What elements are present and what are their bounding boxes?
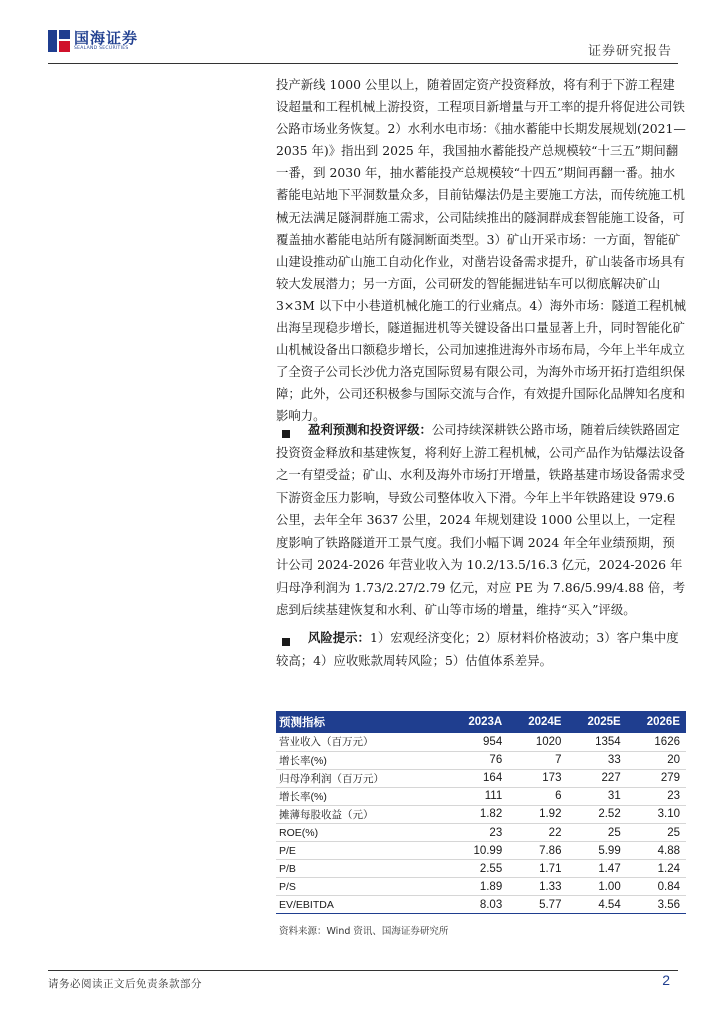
risk-warning-paragraph [276,627,686,672]
row-label-cell: 归母净利润（百万元） [276,769,448,787]
table-row [276,805,686,823]
forecast-table [276,711,686,914]
row-label-cell: 营业收入（百万元） [276,733,448,751]
row-label-cell: P/E [276,842,448,860]
value-cell: 279 [627,769,686,787]
report-type-label: 证券研究报告 [587,44,672,59]
value-cell: 4.88 [627,842,686,860]
value-cell: 227 [567,769,626,787]
row-label-cell: EV/EBITDA [276,896,448,914]
value-cell: 33 [567,751,626,769]
value-cell: 5.77 [508,896,567,914]
value-cell: 1.24 [627,860,686,878]
body-paragraph: 投产新线 1000 公里以上，随着固定资产投资释放，将有利于下游工程建设超量和工程机械上游投资，工程项目新增量与开工率的提升将促进公司铁公路市场业务恢复。2）水利水电市场：《抽水蓄能中长期发展规划(2021—2035 年)》指出到 2025 年，我国抽水蓄能投产总规模较“十三五”期间翻一番，到 2030 年，抽水蓄能投产总规模较“十四五”期间再翻一番。抽水蓄能电站地下平洞数量众多，目前钻爆法仍是主要施工方法，而传统施工机械无法满足隧洞群施工需求，公司陆续推出的隧洞群成套智能施工设备，可覆盖抽水蓄能电站所有隧洞断面类型。3）矿山开采市场：一方面，智能矿山建设推动矿山施工自动化作业，对凿岩设备需求提升，矿山装备市场具有较大发展潜力；另一方面，公司研发的智能掘进钻车可以彻底解决矿山 3×3M 以下中小巷道机械化施工的行业痛点。4）海外市场：隧道工程机械出海呈现稳步增长，隧道掘进机等关键设备出口量显著上升，同时智能化矿山机械设备出口额稳步增长，公司加速推进海外市场布局，今年上半年成立了全资子公司长沙优力洛克国际贸易有限公司，为海外市场开拓打造组织保障；此外，公司还积极参与国际交流与合作，有效提升国际化品牌知名度和影响力。 [276,77,686,424]
value-cell: 1.89 [448,878,508,896]
value-cell: 1354 [567,733,626,751]
value-cell: 2.55 [448,860,508,878]
row-label-cell: 增长率(%) [276,751,448,769]
disclaimer-note: 请务必阅读正文后免责条款部分 [48,978,202,990]
value-cell: 164 [448,769,508,787]
table-row [276,860,686,878]
table-source-note: 资料来源：Wind 资讯、国海证券研究所 [279,926,449,937]
value-cell: 1.00 [567,878,626,896]
table-row [276,878,686,896]
table-header-row [276,711,686,733]
value-cell: 111 [448,787,508,805]
value-cell: 2.52 [567,805,626,823]
value-cell: 1020 [508,733,567,751]
value-cell: 0.84 [627,878,686,896]
value-cell: 25 [567,823,626,841]
header-divider [48,63,678,64]
page-number: 2 [662,972,670,988]
value-cell: 22 [508,823,567,841]
risk-warning-text: 1）宏观经济变化；2）原材料价格波动；3）客户集中度较高；4）应收账款周转风险；5）估值体系差异。 [276,630,679,668]
value-cell: 23 [627,787,686,805]
logo-name-cn: 国海证券 [74,29,139,47]
earnings-forecast-paragraph [276,419,686,622]
value-cell: 173 [508,769,567,787]
value-cell: 954 [448,733,508,751]
table-header-cell: 2023A [448,711,508,733]
table-row [276,751,686,769]
value-cell: 4.54 [567,896,626,914]
row-label-cell: 增长率(%) [276,787,448,805]
value-cell: 8.03 [448,896,508,914]
table-header-cell: 2026E [627,711,686,733]
table-row [276,769,686,787]
risk-warning-title: 风险提示： [308,630,370,645]
value-cell: 1.47 [567,860,626,878]
earnings-forecast-title: 盈利预测和投资评级： [308,422,432,437]
table-header-cell: 预测指标 [276,711,448,733]
row-label-cell: 摊薄每股收益（元） [276,805,448,823]
value-cell: 1.92 [508,805,567,823]
value-cell: 76 [448,751,508,769]
row-label-cell: P/B [276,860,448,878]
value-cell: 3.56 [627,896,686,914]
table-row [276,733,686,751]
value-cell: 3.10 [627,805,686,823]
value-cell: 25 [627,823,686,841]
value-cell: 7.86 [508,842,567,860]
page-header [0,0,724,62]
value-cell: 5.99 [567,842,626,860]
logo-name-en: SEALAND SECURITIES [74,46,129,51]
table-row [276,896,686,914]
logo-mark-icon [48,30,70,52]
value-cell: 1626 [627,733,686,751]
value-cell: 1.71 [508,860,567,878]
value-cell: 1.82 [448,805,508,823]
table-row [276,823,686,841]
value-cell: 20 [627,751,686,769]
value-cell: 1.33 [508,878,567,896]
row-label-cell: P/S [276,878,448,896]
earnings-forecast-text: 公司持续深耕铁公路市场，随着后续铁路固定投资资金释放和基建恢复，将利好上游工程机械，公司产品作为钻爆法设备之一有望受益；矿山、水利及海外市场打开增量，铁路基建市场设备需求受下游资金压力影响，导致公司整体收入下滑。今年上半年铁路建设 979.6 公里，去年全年 3637 公里，2024 年规划建设 1000 公里以上，一定程度影响了铁路隧道开工景气度。我们小幅下调 2024 年全年业绩预期，预计公司 2024-2026 年营业收入为 10.2/13.5/16.3 亿元，2024-2026 年归母净利润为 1.73/2.27/2.79 亿元，对应 PE 为 7.86/5.99/4.88 倍，考虑到后续基建恢复和水利、矿山等市场的增量，维持“买入”评级。 [276,422,686,617]
value-cell: 23 [448,823,508,841]
footer-divider [48,970,678,971]
value-cell: 7 [508,751,567,769]
table-header-cell: 2024E [508,711,567,733]
table-header-cell: 2025E [567,711,626,733]
company-logo [48,30,138,52]
table-row [276,787,686,805]
value-cell: 10.99 [448,842,508,860]
table-row [276,842,686,860]
value-cell: 6 [508,787,567,805]
value-cell: 31 [567,787,626,805]
row-label-cell: ROE(%) [276,823,448,841]
